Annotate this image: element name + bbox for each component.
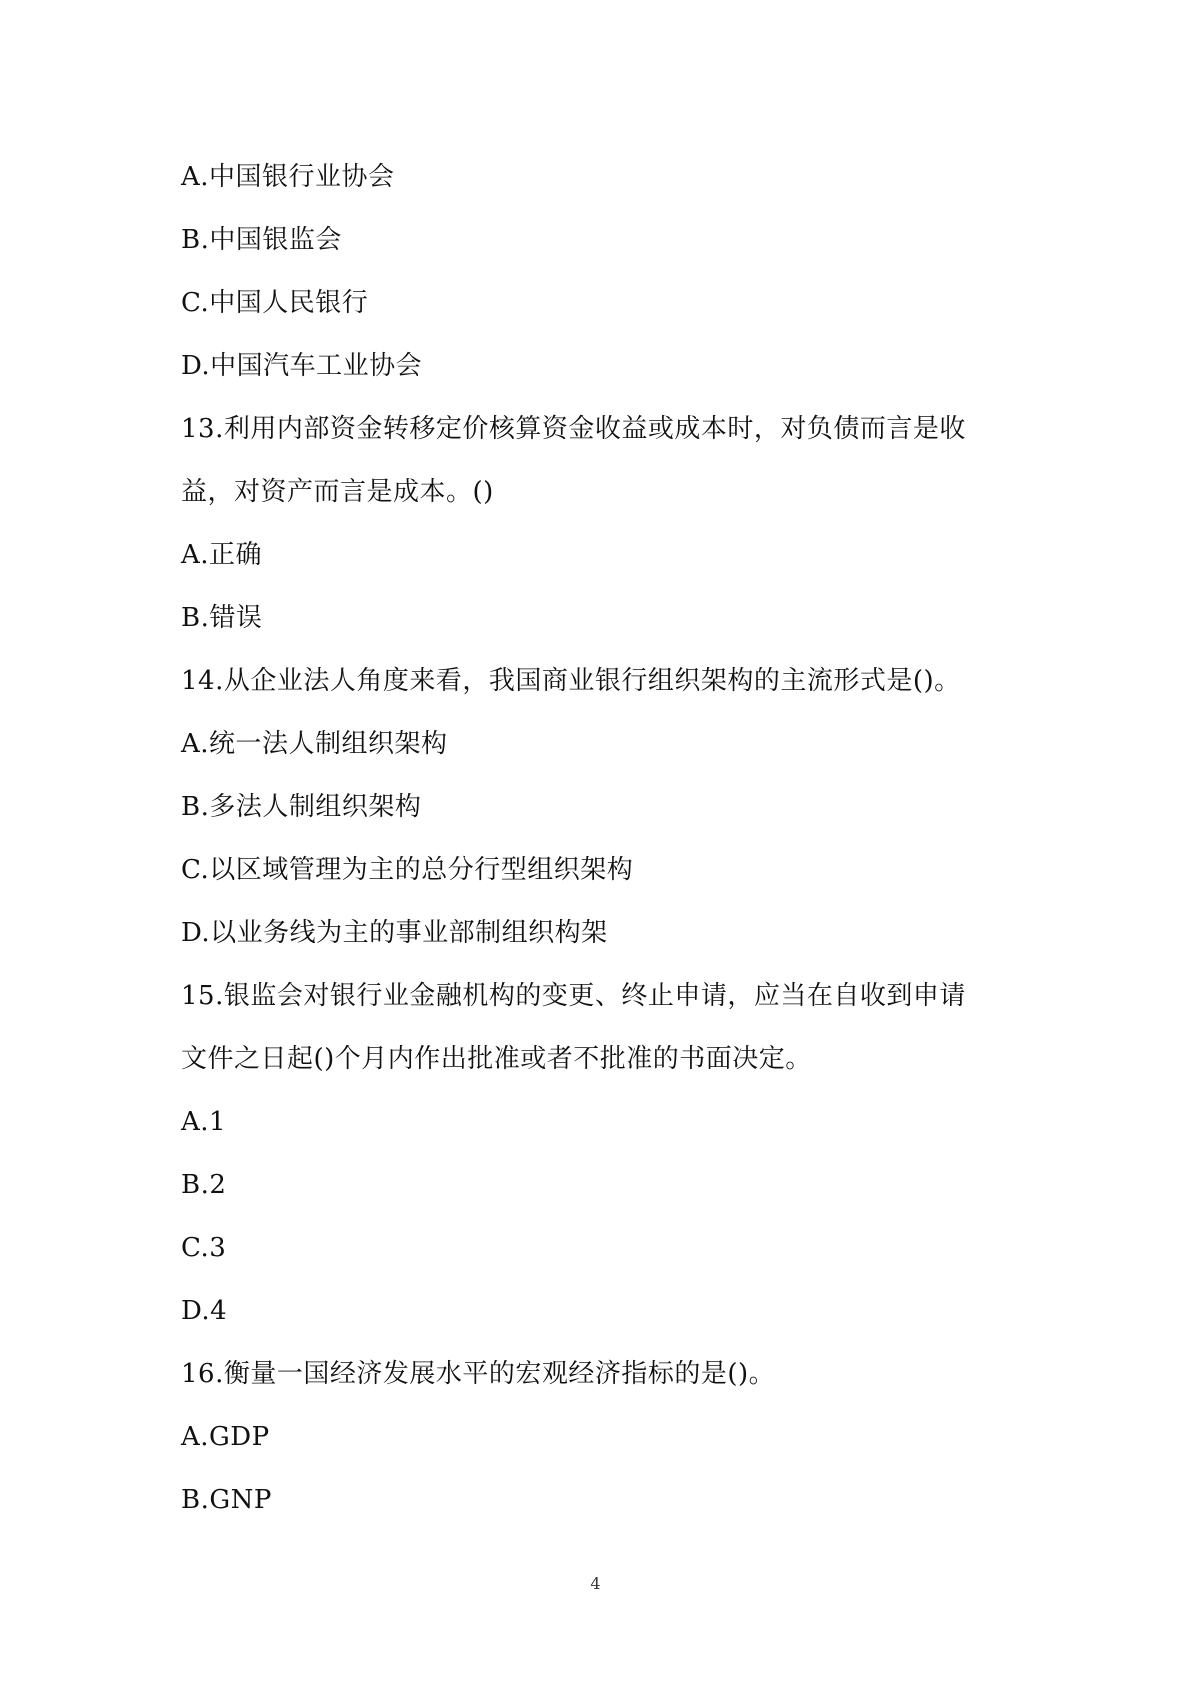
option-15-d: D.4 (181, 1296, 228, 1326)
page-content (181, 146, 1031, 1532)
option-12-d: D.中国汽车工业协会 (181, 351, 423, 381)
question-13-line-1: 13.利用内部资金转移定价核算资金收益或成本时，对负债而言是收 (181, 414, 966, 444)
option-14-a: A.统一法人制组织架构 (181, 729, 448, 759)
question-14: 14.从企业法人角度来看，我国商业银行组织架构的主流形式是()。 (181, 666, 961, 696)
option-14-b: B.多法人制组织架构 (181, 792, 422, 822)
option-15-a: A.1 (181, 1107, 227, 1137)
question-15-line-1: 15.银监会对银行业金融机构的变更、终止申请，应当在自收到申请 (181, 981, 966, 1011)
option-13-b: B.错误 (181, 603, 263, 633)
option-12-b: B.中国银监会 (181, 225, 342, 255)
option-13-a: A.正确 (181, 540, 263, 570)
page-number: 4 (590, 1574, 601, 1593)
option-16-a: A.GDP (181, 1422, 270, 1452)
option-12-c: C.中国人民银行 (181, 288, 369, 318)
question-13-line-2: 益，对资产而言是成本。() (181, 477, 494, 507)
option-15-c: C.3 (181, 1233, 227, 1263)
option-14-c: C.以区域管理为主的总分行型组织架构 (181, 855, 634, 885)
option-14-d: D.以业务线为主的事业部制组织构架 (181, 918, 608, 948)
question-16: 16.衡量一国经济发展水平的宏观经济指标的是()。 (181, 1359, 776, 1389)
option-16-b: B.GNP (181, 1485, 272, 1515)
option-12-a: A.中国银行业协会 (181, 162, 395, 192)
option-15-b: B.2 (181, 1170, 227, 1200)
question-15-line-2: 文件之日起()个月内作出批准或者不批准的书面决定。 (181, 1044, 812, 1074)
